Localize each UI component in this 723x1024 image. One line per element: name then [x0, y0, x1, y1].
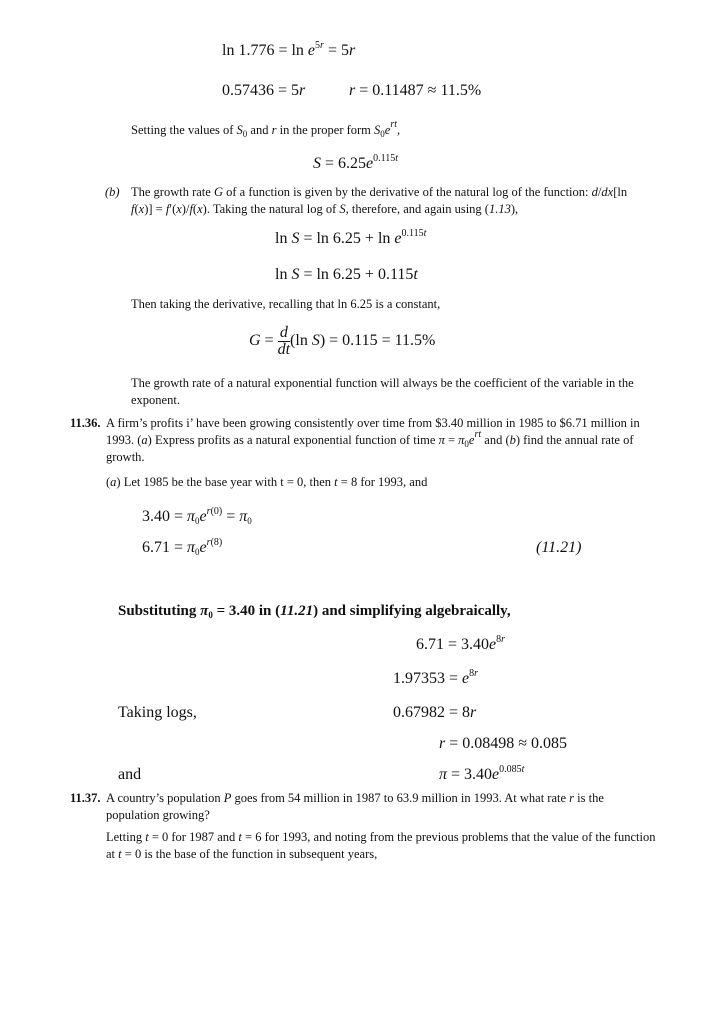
problem-1137-number: 11.37. [70, 791, 101, 805]
equation-pi-final: $\pi = 3.40e^{0.085t}$ [439, 764, 525, 783]
part-b-label: (b) [105, 185, 120, 199]
equation-r-result: r = 0.11487 ≈ 11.5% [349, 82, 482, 99]
equation-197353: $1.97353 = e^{8r}$ [393, 668, 479, 687]
equation-G: G = $\frac{d}{dt}$ (ln S) = 0.115 = 11.5% [249, 324, 436, 358]
problem-1137-text: A country’s population P goes from 54 million in 1987 to 63.9 million in 1993. At what rate r is the population growing? [106, 791, 604, 822]
equation-S-form: $S = 6.25e^{0.115t}$ [313, 153, 399, 172]
substituting-text: Substituting $\pi_0 = 3.40$ in (11.21) and simplifying algebraically, [118, 603, 511, 620]
letting-text: Letting t = 0 for 1987 and t = 6 for 1993, and noting from the previous problems that the value of the function at t = 0 is the base of the function in subsequent years, [106, 830, 656, 861]
equation-lnS-2: ln S = ln 6.25 + 0.115t [275, 266, 418, 283]
equation-671b: $6.71 = 3.40e^{8r}$ [416, 634, 506, 653]
equation-340: $3.40 = \pi_0e^{r(0)} = \pi_0$ [142, 506, 252, 526]
then-derivative-text: Then taking the derivative, recalling that ln 6.25 is a constant, [131, 297, 441, 311]
equation-057436: 0.57436 = 5r [222, 82, 306, 99]
problem-1136-number: 11.36. [70, 416, 101, 430]
part-a-text: (a) Let 1985 be the base year with t = 0, then t = 8 for 1993, and [106, 475, 428, 489]
growth-rate-note: The growth rate of a natural exponential function will always be the coefficient of the variable in the exponent. [131, 376, 634, 407]
problem-1136-text: A firm’s profits i’ have been growing consistently over time from $3.40 million in 1985 to $6.71 million in 1993. (a) Express profits as a natural exponential function of time $\pi = \pi_0e^{rt}$ and (b) find the annual rate of growth. [106, 416, 640, 464]
taking-logs-label: Taking logs, [118, 704, 197, 721]
equation-ln-1776: $\ln 1.776 = \ln e^{5r} = 5r$ [222, 40, 356, 59]
equation-671: $6.71 = \pi_0e^{r(8)}$ [142, 537, 223, 557]
setting-values-text: Setting the values of $S_0$ and r in the proper form $S_0e^{rt}$, [131, 119, 401, 139]
equation-lnS-1: $\ln S = \ln 6.25 + \ln e^{0.115t}$ [275, 228, 427, 247]
part-b-text: The growth rate G of a function is given by the derivative of the natural log of the function: d/dx[ln f(x)] = f′(x)/f(x). Taking the natural log of S, therefore, and again using (1.13), [131, 185, 628, 216]
equation-reference-label: (11.21) [536, 539, 582, 556]
equation-067982: 0.67982 = 8r [393, 704, 477, 721]
and-label: and [118, 766, 142, 783]
equation-r-0085: r = 0.08498 ≈ 0.085 [439, 735, 568, 752]
